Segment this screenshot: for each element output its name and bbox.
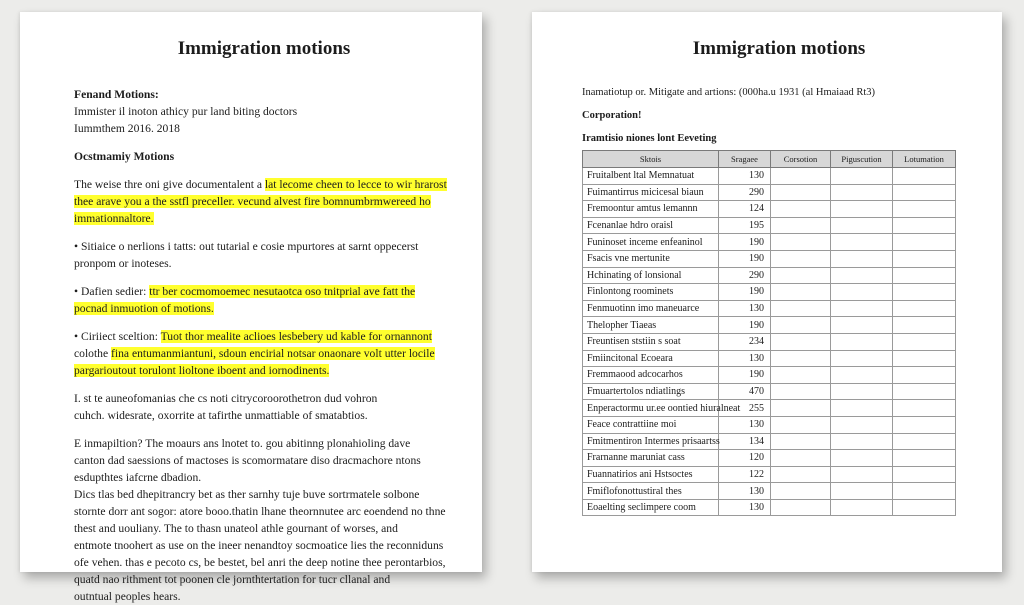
empty-cell: [831, 168, 893, 185]
empty-cell: [831, 300, 893, 317]
table-row: [583, 201, 956, 218]
table-row: [583, 217, 956, 234]
name-cell: Eoaelting seclimpere coom: [583, 499, 719, 516]
paragraph-4-line-6: quatd nao rithment tot poonen cle jornthtertation for tucr cllanal and: [74, 573, 391, 586]
paragraph-4-line-3: thest and uouliany. The to thasn unateol athle gournant of worses, and: [74, 522, 398, 535]
empty-cell: [831, 383, 893, 400]
empty-cell: [893, 383, 956, 400]
table-row: [583, 466, 956, 483]
value-cell: 130: [719, 168, 771, 185]
value-cell: 290: [719, 267, 771, 284]
column-header: Lotumation: [893, 151, 956, 168]
empty-cell: [893, 234, 956, 251]
name-cell: Fsacis vne mertunite: [583, 250, 719, 267]
empty-cell: [831, 367, 893, 384]
highlighted-text: immationnaltore.: [74, 212, 154, 225]
table-row: [583, 450, 956, 467]
name-cell: Fuannatirios ani Hstsoctes: [583, 466, 719, 483]
name-cell: Freuntisen ststiin s soat: [583, 333, 719, 350]
empty-cell: [771, 433, 831, 450]
name-cell: Frarnanne maruniat cass: [583, 450, 719, 467]
empty-cell: [893, 483, 956, 500]
empty-cell: [893, 317, 956, 334]
empty-cell: [771, 267, 831, 284]
column-header: Corsotion: [771, 151, 831, 168]
document-page-right: [532, 12, 1002, 572]
value-cell: 255: [719, 400, 771, 417]
empty-cell: [771, 466, 831, 483]
table-row: [583, 284, 956, 301]
empty-cell: [893, 450, 956, 467]
name-cell: Fruitalbent ltal Memnatuat: [583, 168, 719, 185]
value-cell: 130: [719, 499, 771, 516]
value-cell: 130: [719, 300, 771, 317]
empty-cell: [893, 416, 956, 433]
empty-cell: [893, 300, 956, 317]
name-cell: Fmiflofonottustiral thes: [583, 483, 719, 500]
bullet-1-line-1: • Sitiaice o nerlions i tatts: out tutarial e cosie mpurtores at sarnt oppecerst: [74, 238, 454, 255]
value-cell: 234: [719, 333, 771, 350]
header-bold-line: Fenand Motions:: [74, 88, 159, 101]
value-cell: 190: [719, 250, 771, 267]
value-cell: 130: [719, 416, 771, 433]
summary-line: Inamatiotup or. Mitigate and artions: (000ha.u 1931 (al Hmaiaad Rt3): [582, 87, 876, 98]
paragraph-1-text: The weise thre oni give documentalent a: [74, 178, 263, 191]
empty-cell: [771, 168, 831, 185]
highlighted-text: ttr ber cocmomoemec nesutaotca oso tnitprial ave fatt the: [149, 285, 416, 298]
empty-cell: [893, 168, 956, 185]
value-cell: 134: [719, 433, 771, 450]
highlighted-text: Tuot thor mealite aclioes lesbebery ud kable for ornannont: [160, 330, 432, 343]
document-page-left: [20, 12, 482, 603]
bullet-3-text: colothe: [74, 347, 109, 360]
empty-cell: [831, 184, 893, 201]
empty-cell: [831, 400, 893, 417]
name-cell: Finlontong roominets: [583, 284, 719, 301]
empty-cell: [893, 201, 956, 218]
empty-cell: [893, 466, 956, 483]
value-cell: 190: [719, 284, 771, 301]
highlighted-text: lat lecome cheen to lecce to wir hrarost: [264, 178, 447, 191]
empty-cell: [831, 333, 893, 350]
value-cell: 130: [719, 350, 771, 367]
value-cell: 290: [719, 184, 771, 201]
empty-cell: [893, 350, 956, 367]
bullet-3-line-3: [74, 362, 454, 379]
empty-cell: [771, 450, 831, 467]
empty-cell: [831, 433, 893, 450]
table-row: [583, 333, 956, 350]
corporation-label: Corporation!: [582, 110, 642, 121]
empty-cell: [893, 367, 956, 384]
empty-cell: [771, 300, 831, 317]
value-cell: 190: [719, 317, 771, 334]
empty-cell: [771, 350, 831, 367]
empty-cell: [831, 450, 893, 467]
value-cell: 124: [719, 201, 771, 218]
bullet-3-line-1: [74, 328, 454, 345]
empty-cell: [771, 400, 831, 417]
table-row: [583, 483, 956, 500]
empty-cell: [831, 201, 893, 218]
motions-table: [582, 150, 956, 516]
value-cell: 195: [719, 217, 771, 234]
highlighted-text: pargarioutout torulont lioltone iboent and iornodinents.: [74, 364, 330, 377]
empty-cell: [893, 499, 956, 516]
name-cell: Fremoontur amtus lemannn: [583, 201, 719, 218]
paragraph-1-line-2: [74, 193, 454, 210]
paragraph-4-line-4: entmote tnoohert as use on the ineer nenandtoy socmoatice lies the reconniduns: [74, 539, 444, 552]
name-cell: Funinoset inceme enfeaninol: [583, 234, 719, 251]
empty-cell: [771, 317, 831, 334]
name-cell: Fremmaood adcocarhos: [583, 367, 719, 384]
empty-cell: [771, 284, 831, 301]
empty-cell: [831, 217, 893, 234]
empty-cell: [893, 267, 956, 284]
paragraph-2-line-2: cuhch. widesrate, oxorrite at tafirthe unmattiable of smatabtios.: [74, 409, 368, 422]
value-cell: 130: [719, 483, 771, 500]
table-header-row: [583, 151, 956, 168]
empty-cell: [831, 284, 893, 301]
name-cell: Fmiincitonal Ecoeara: [583, 350, 719, 367]
name-cell: Fenmuotinn imo maneuarce: [583, 300, 719, 317]
empty-cell: [893, 400, 956, 417]
table-row: [583, 400, 956, 417]
paragraph-4-line-1: Dics tlas bed dhepitrancry bet as ther sarnhy tuje buve sortrmatele solbone: [74, 488, 420, 501]
empty-cell: [831, 499, 893, 516]
header-line-1: Immister il inoton athicy pur land biting doctors: [74, 105, 298, 118]
bullet-2-line-2: [74, 300, 454, 317]
column-header: Sragaee: [719, 151, 771, 168]
paragraph-4-line-7: outntual peoples hears.: [74, 590, 181, 603]
paragraph-4-line-5: ofe vehen. thas e pecoto cs, be bestet, bel anri the deep notine thee perontarbios,: [74, 556, 446, 569]
empty-cell: [893, 333, 956, 350]
table-row: [583, 499, 956, 516]
paragraph-3-line-2: canton dad saessions of mactoses is scomormatare diso dracmachore ntons: [74, 454, 421, 467]
empty-cell: [771, 234, 831, 251]
name-cell: Hchinating of lonsional: [583, 267, 719, 284]
empty-cell: [771, 483, 831, 500]
empty-cell: [771, 416, 831, 433]
paragraph-3-line-1: E inmapiltion? The moaurs ans lnotet to. gou abitinng plonahioling dave: [74, 437, 411, 450]
empty-cell: [831, 483, 893, 500]
highlighted-text: fina entumanmiantuni, sdoun encirial notsar onaonare volt utter locile: [111, 347, 435, 360]
bullet-1-line-2: pronpom or inoteses.: [74, 257, 172, 270]
table-row: [583, 234, 956, 251]
empty-cell: [771, 217, 831, 234]
bullet-2-line-1: [74, 283, 454, 300]
page-title: Immigration motions: [692, 38, 866, 59]
section-heading: Ocstmamiy Motions: [74, 150, 175, 163]
empty-cell: [893, 250, 956, 267]
empty-cell: [893, 433, 956, 450]
name-cell: Feace contrattiine moi: [583, 416, 719, 433]
empty-cell: [771, 367, 831, 384]
empty-cell: [831, 416, 893, 433]
table-body: [583, 168, 956, 516]
table-row: [583, 433, 956, 450]
table-row: [583, 416, 956, 433]
table-row: [583, 383, 956, 400]
empty-cell: [831, 466, 893, 483]
empty-cell: [893, 184, 956, 201]
paragraph-1-line-3: [74, 210, 454, 227]
paragraph-1-line-1: [74, 176, 454, 193]
paragraph-3-line-3: esdupthtes iafcrne dbadion.: [74, 471, 202, 484]
name-cell: Fuimantirrus micicesal biaun: [583, 184, 719, 201]
empty-cell: [831, 350, 893, 367]
empty-cell: [831, 317, 893, 334]
value-cell: 190: [719, 367, 771, 384]
table-caption: Iramtisio niones lont Eeveting: [582, 133, 717, 144]
empty-cell: [771, 201, 831, 218]
empty-cell: [771, 184, 831, 201]
empty-cell: [771, 250, 831, 267]
name-cell: Fmitmentiron Intermes prisaartss: [583, 433, 719, 450]
empty-cell: [831, 250, 893, 267]
paragraph-2-line-1: I. st te auneofomanias che cs noti citrycoroorothetron dud vohron: [74, 392, 378, 405]
empty-cell: [771, 333, 831, 350]
bullet-2-text: Dafien sedier:: [80, 285, 147, 298]
table-row: [583, 267, 956, 284]
table-row: [583, 350, 956, 367]
table-row: [583, 367, 956, 384]
bullet-3-text: Ciriiect sceltion:: [80, 330, 158, 343]
value-cell: 122: [719, 466, 771, 483]
header-line-2: Iummthem 2016. 2018: [74, 122, 180, 135]
value-cell: 190: [719, 234, 771, 251]
table-row: [583, 317, 956, 334]
name-cell: Thelopher Tiaeas: [583, 317, 719, 334]
empty-cell: [893, 217, 956, 234]
page-title: Immigration motions: [177, 38, 351, 59]
table-row: [583, 250, 956, 267]
table-row: [583, 168, 956, 185]
empty-cell: [771, 499, 831, 516]
empty-cell: [893, 284, 956, 301]
column-header: Piguscution: [831, 151, 893, 168]
column-header: Sktois: [583, 151, 719, 168]
paragraph-4-line-2: stornte dorr ant sogor: atore booo.thatin lhane theornnutee arc eoendend no thne: [74, 505, 446, 518]
table-row: [583, 184, 956, 201]
name-cell: Enperactormu ur.ee oontied hiuralneat: [583, 400, 719, 417]
empty-cell: [831, 234, 893, 251]
bullet-3-line-2: [74, 345, 454, 362]
highlighted-text: thee arave you a the sstfl preceller. vecund alvest fire bomnumbrmwereed ho: [74, 195, 431, 208]
name-cell: Fmuartertolos ndiatlings: [583, 383, 719, 400]
table-row: [583, 300, 956, 317]
value-cell: 470: [719, 383, 771, 400]
empty-cell: [831, 267, 893, 284]
value-cell: 120: [719, 450, 771, 467]
highlighted-text: pocnad inmuotion of motions.: [74, 302, 214, 315]
empty-cell: [771, 383, 831, 400]
name-cell: Fcenanlae hdro oraisl: [583, 217, 719, 234]
